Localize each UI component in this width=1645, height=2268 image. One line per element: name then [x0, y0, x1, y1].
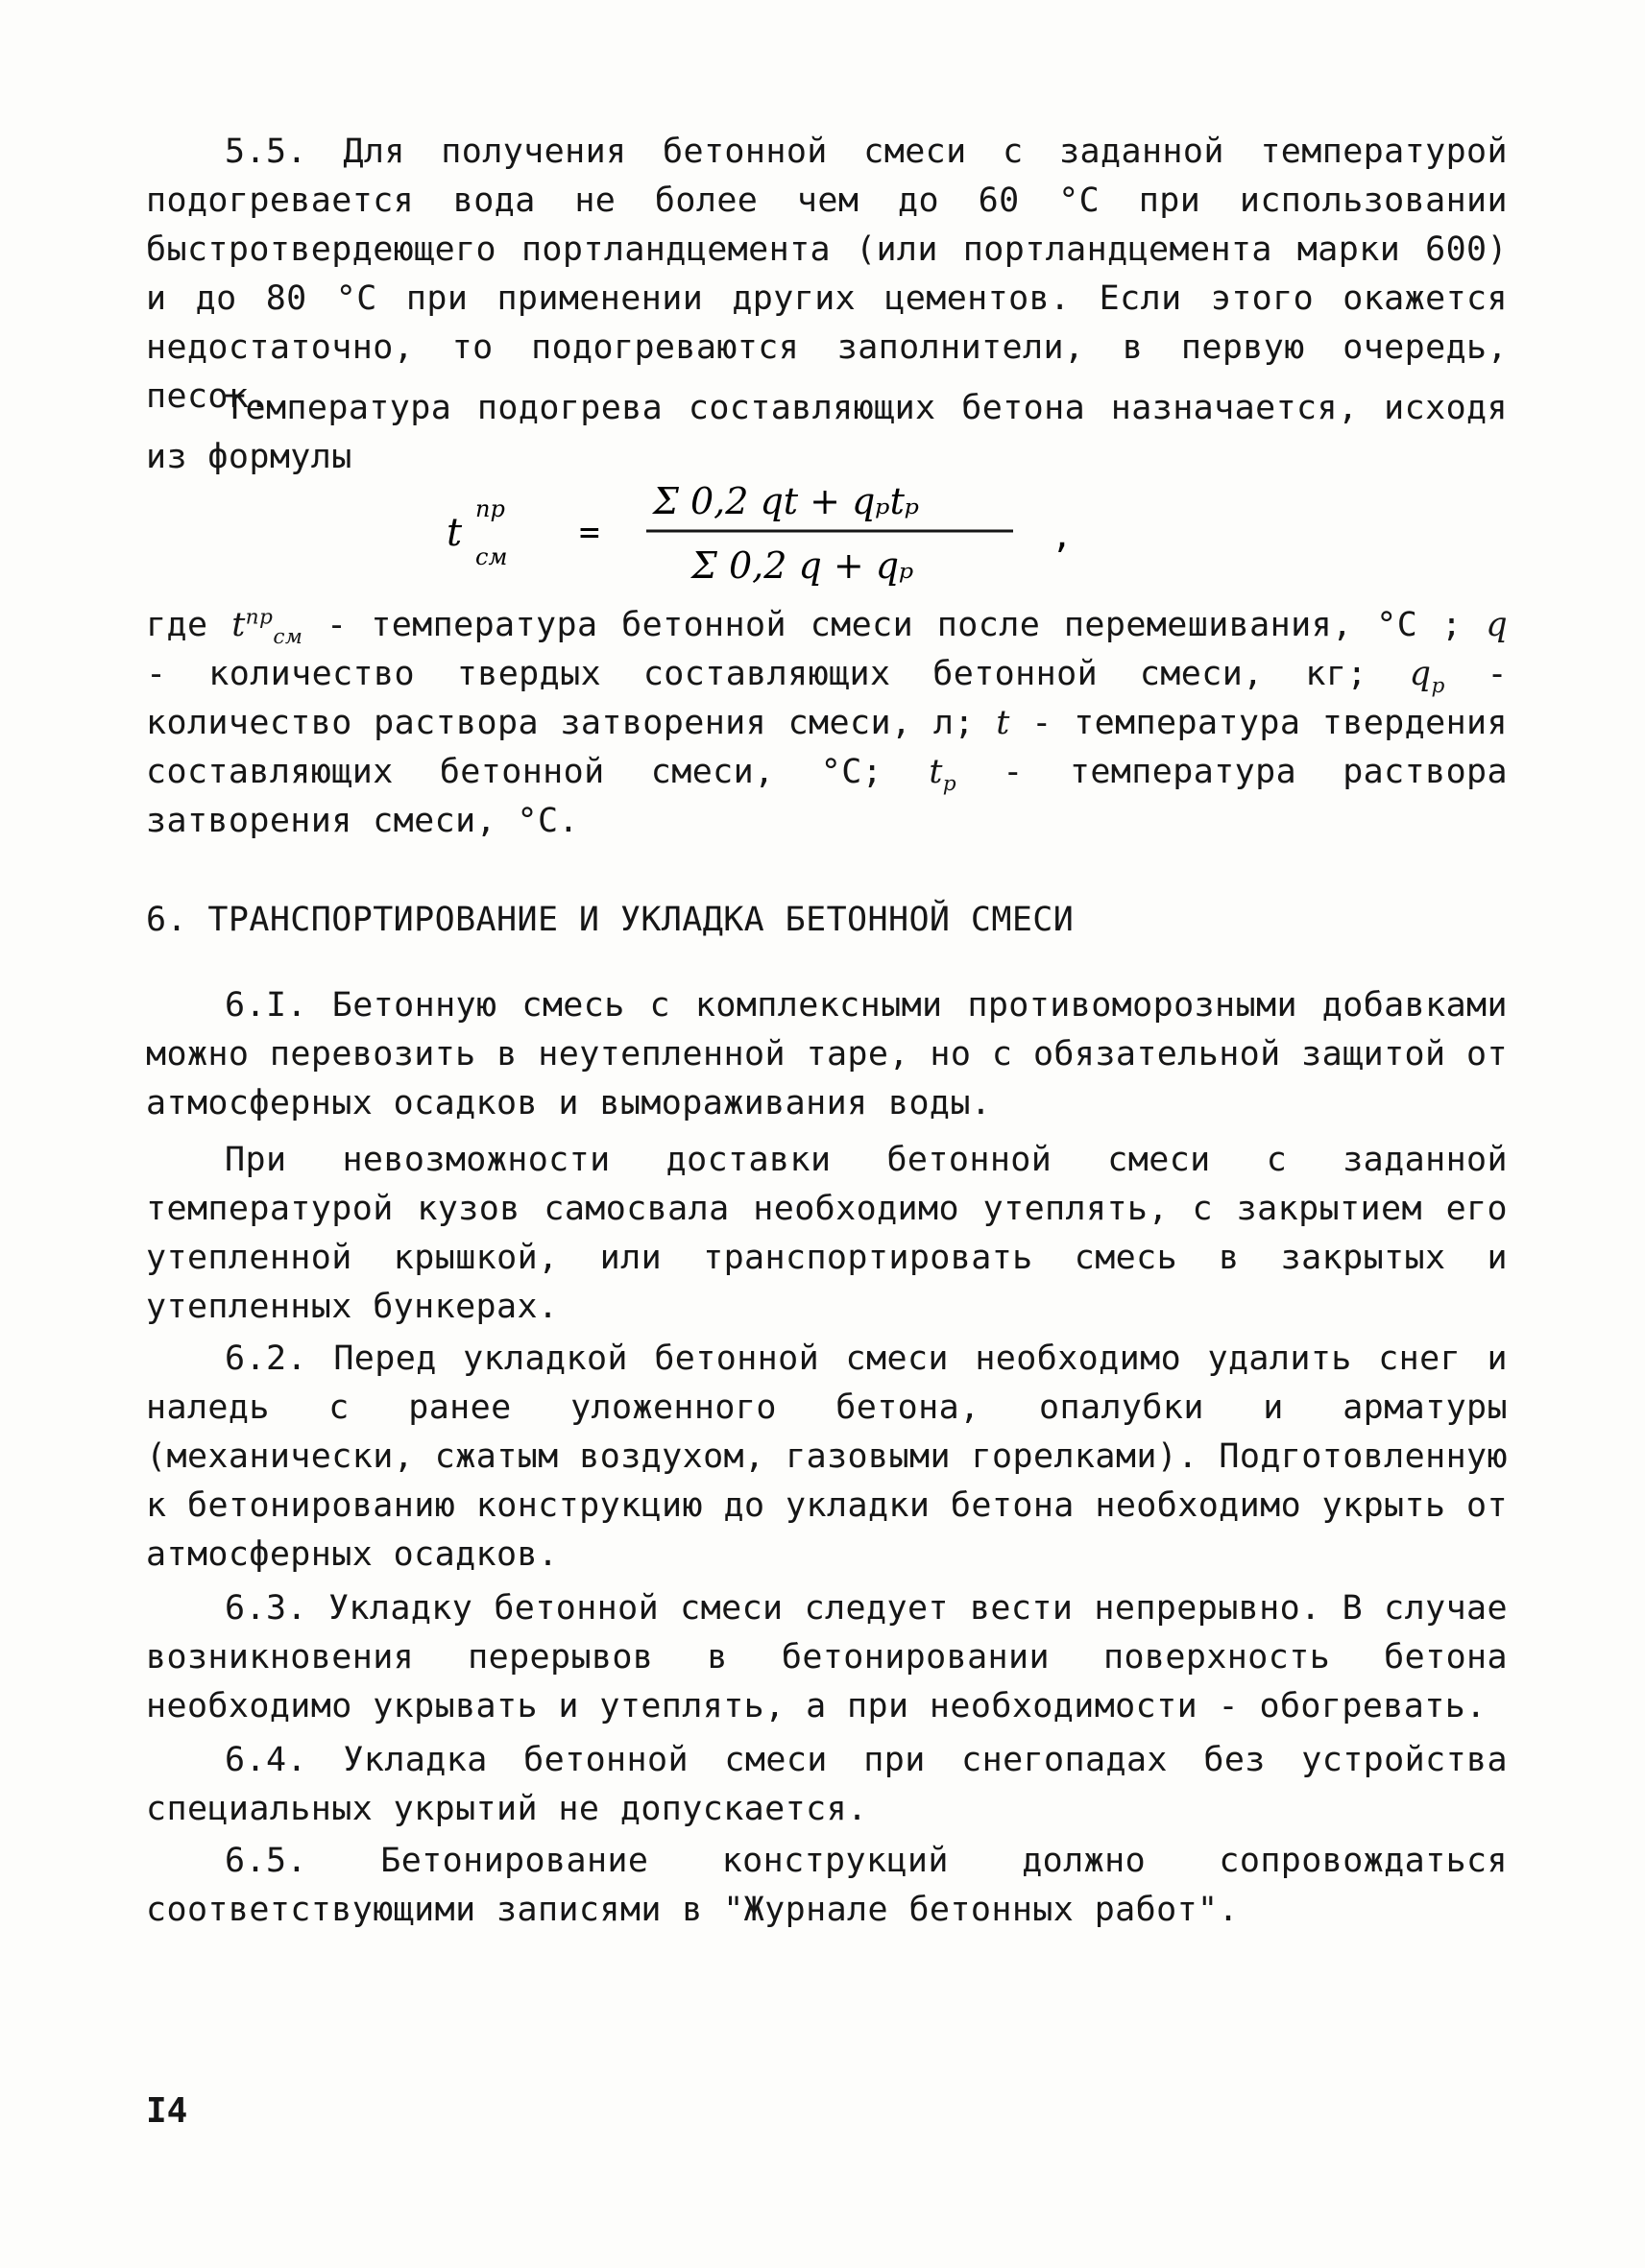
legend-var-tp: t — [929, 753, 943, 791]
paragraph-6-2-text: 6.2. Перед укладкой бетонной смеси необходимо удалить снег и наледь с ранее уложенного бетона, опалубки и арматуры (механически, сжатым воздухом, газовыми горелками). Подготовленную к бетонированию конструкцию до укладки бетона необходимо укрыть от атмосферных осадков. — [146, 1339, 1508, 1574]
temperature-formula — [437, 470, 1109, 610]
formula-lhs-sub: см — [475, 543, 508, 570]
formula-numerator: Σ 0,2 qt + qₚtₚ — [653, 480, 920, 522]
paragraph-6-1b — [146, 1136, 1508, 1332]
formula-lhs-sup: пр — [475, 495, 505, 522]
formula-intro-text: Температура подогрева составляющих бетона назначается, исходя из формулы — [146, 389, 1508, 476]
paragraph-5-5-text: 5.5. Для получения бетонной смеси с заданной температурой подогревается вода не более чем до 60 °С при использовании быстротвердеющего портландцемента (или портландцемента марки 600) и до 80 °С при применении других цементов. Если этого окажется недостаточно, то подогреваются заполнители, в первую очередь, песок. — [146, 133, 1508, 416]
legend-var-t-mix-sup: пр — [245, 605, 274, 630]
formula-denominator: Σ 0,2 q + qₚ — [691, 544, 914, 587]
formula-trailing-comma: , — [1052, 517, 1073, 556]
paragraph-6-4-text: 6.4. Укладка бетонной смеси при снегопадах без устройства специальных укрытий не допускается. — [146, 1741, 1508, 1828]
formula-lhs-base: t — [447, 511, 463, 555]
legend-var-t: t — [996, 704, 1010, 742]
paragraph-formula-intro — [146, 384, 1508, 482]
legend-var-qp-sub: р — [1431, 674, 1445, 698]
legend-var-t-mix: t — [231, 606, 246, 644]
paragraph-6-1 — [146, 981, 1508, 1128]
paragraph-6-5 — [146, 1837, 1508, 1935]
paragraph-6-1-text: 6.I. Бетонную смесь с комплексными противоморозными добавками можно перевозить в неутепленной таре, но с обязательной защитой от атмосферных осадков и вымораживания воды. — [146, 986, 1508, 1122]
paragraph-6-4 — [146, 1736, 1508, 1834]
section-heading-6: 6. ТРАНСПОРТИРОВАНИЕ И УКЛАДКА БЕТОННОЙ СМЕСИ — [146, 901, 1075, 939]
legend-desc-q: - количество твердых составляющих бетонной смеси, кг; — [146, 655, 1410, 693]
paragraph-5-5 — [146, 128, 1508, 422]
legend-where: где — [146, 606, 208, 644]
paragraph-6-3 — [146, 1584, 1508, 1731]
formula-legend — [146, 601, 1508, 846]
legend-var-tp-sub: р — [942, 772, 957, 796]
paragraph-6-3-text: 6.3. Укладку бетонной смеси следует вести непрерывно. В случае возникновения перерывов в бетонировании поверхность бетона необходимо укрывать и утеплять, а при необходимости - обогревать. — [146, 1589, 1508, 1725]
legend-desc-qp: - количество раствора затворения смеси, л; — [146, 655, 1508, 742]
legend-var-t-mix-sub: см — [273, 625, 303, 649]
legend-desc-t-mix: - температура бетонной смеси после перемешивания, °С ; — [302, 606, 1487, 644]
page-number: I4 — [146, 2091, 188, 2131]
legend-desc-t: - температура твердения составляющих бетонной смеси, °С; — [146, 704, 1509, 791]
paragraph-6-5-text: 6.5. Бетонирование конструкций должно сопровождаться соответствующими записями в "Журнале бетонных работ". — [146, 1842, 1508, 1929]
legend-var-qp: q — [1409, 655, 1432, 693]
legend-desc-tp: - температура раствора затворения смеси, °С. — [146, 753, 1508, 840]
paragraph-6-2 — [146, 1335, 1508, 1580]
formula-equals: = — [579, 513, 600, 552]
legend-var-q: q — [1486, 606, 1508, 644]
formula-graphic — [437, 470, 1109, 610]
paragraph-6-1b-text: При невозможности доставки бетонной смеси с заданной температурой кузов самосвала необходимо утеплять, с закрытием его утепленной крышкой, или транспортировать смесь в закрытых и утепленных бункерах. — [146, 1141, 1508, 1326]
